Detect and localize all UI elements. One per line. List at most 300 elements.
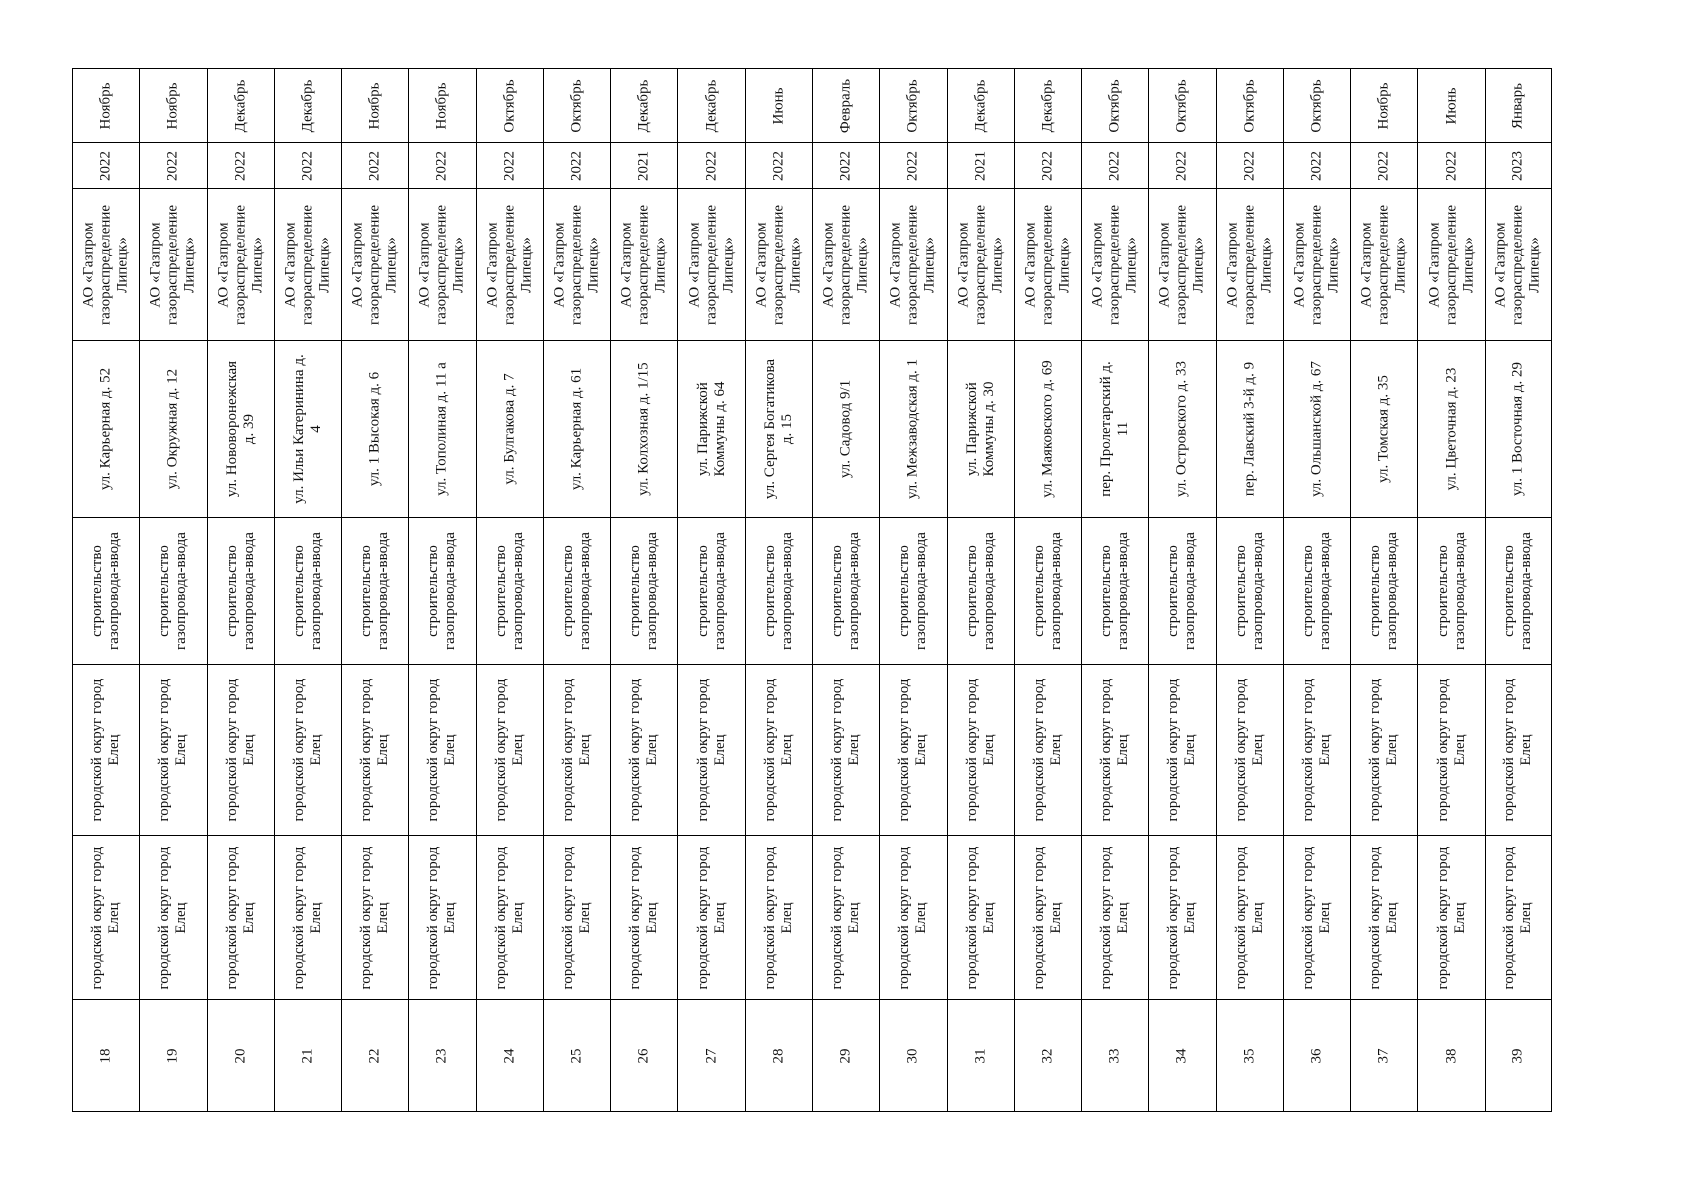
table-row [408,68,475,1112]
cell-month [1351,68,1417,142]
num-text: 26 [635,1048,652,1063]
cell-work [746,517,812,664]
month-text: Октябрь [904,78,921,133]
cell-municipality [140,835,206,999]
municipality-text: городской округ город Елец [492,846,526,989]
cell-org [1217,188,1283,340]
cell-month [1149,68,1215,142]
num-text: 27 [703,1048,720,1063]
cell-settlement [409,664,475,835]
address-text: ул. Колхозная д. 1/15 [635,362,652,496]
month-text: Декабрь [703,79,720,132]
cell-num [1149,999,1215,1112]
municipality-text: городской округ город Елец [694,846,728,989]
cell-year [544,142,610,188]
cell-work [544,517,610,664]
address-text: ул. Тополиная д. 11 а [433,362,450,496]
settlement-text: городской округ город Елец [761,678,795,822]
org-text: АО «Газпром газораспределение Липецк» [80,204,131,325]
cell-month [342,68,408,142]
table-row [139,68,206,1112]
settlement-text: городской округ город Елец [1501,678,1535,822]
address-text: ул. 1 Восточная д. 29 [1509,361,1526,497]
settlement-text: городской округ город Елец [492,678,526,822]
cell-org [140,188,206,340]
cell-num [611,999,677,1112]
cell-month [1486,68,1551,142]
cell-work [477,517,543,664]
settlement-text: городской округ город Елец [963,678,997,822]
cell-num [813,999,879,1112]
table-row [341,68,408,1112]
year-text: 2022 [501,150,518,181]
cell-num [140,999,206,1112]
settlement-text: городской округ город Елец [829,678,863,822]
num-text: 38 [1443,1048,1460,1063]
address-text: ул. Межзаводская д. 1 [904,358,921,500]
cell-year [1351,142,1417,188]
table-row [677,68,744,1112]
month-text: Декабрь [972,79,989,132]
org-text: АО «Газпром газораспределение Липецк» [215,204,266,325]
cell-settlement [1015,664,1081,835]
municipality-text: городской округ город Елец [1501,846,1535,989]
cell-month [1418,68,1484,142]
cell-month [73,68,139,142]
cell-settlement [140,664,206,835]
cell-work [1015,517,1081,664]
cell-org [275,188,341,340]
num-text: 23 [433,1048,450,1063]
table-row [947,68,1014,1112]
municipality-text: городской округ город Елец [829,846,863,989]
cell-municipality [409,835,475,999]
cell-num [1418,999,1484,1112]
org-text: АО «Газпром газораспределение Липецк» [1426,204,1477,325]
year-text: 2022 [837,150,854,181]
cell-municipality [1284,835,1350,999]
cell-settlement [1351,664,1417,835]
month-text: Октябрь [501,78,518,133]
cell-num [678,999,744,1112]
cell-work [880,517,946,664]
cell-settlement [1149,664,1215,835]
cell-year [1418,142,1484,188]
table-row [207,68,274,1112]
cell-year [1486,142,1551,188]
org-text: АО «Газпром газораспределение Липецк» [887,204,938,325]
work-text: строительство газопровода-ввода [896,532,930,650]
cell-address [746,340,812,517]
table-row [1081,68,1148,1112]
cell-work [1284,517,1350,664]
settlement-text: городской округ город Елец [156,678,190,822]
table-row [476,68,543,1112]
cell-org [544,188,610,340]
cell-work [1082,517,1148,664]
cell-address [1351,340,1417,517]
settlement-text: городской округ город Елец [560,678,594,822]
cell-month [880,68,946,142]
settlement-text: городской округ город Елец [290,678,324,822]
cell-address [409,340,475,517]
work-text: строительство газопровода-ввода [829,532,863,650]
month-text: Октябрь [568,78,585,133]
cell-num [1284,999,1350,1112]
rotated-table [72,68,1552,1112]
year-text: 2022 [1443,150,1460,181]
municipality-text: городской округ город Елец [1367,846,1401,989]
cell-org [1351,188,1417,340]
cell-year [275,142,341,188]
cell-num [1217,999,1283,1112]
work-text: строительство газопровода-ввода [1501,532,1535,650]
address-text: ул. Ильи Катеринина д. 4 [290,354,324,504]
month-text: Декабрь [232,79,249,132]
org-text: АО «Газпром газораспределение Липецк» [1291,204,1342,325]
num-text: 32 [1039,1048,1056,1063]
cell-org [477,188,543,340]
org-text: АО «Газпром газораспределение Липецк» [955,204,1006,325]
cell-municipality [1082,835,1148,999]
table-row [1485,68,1552,1112]
num-text: 31 [972,1048,989,1063]
cell-municipality [1015,835,1081,999]
num-text: 21 [299,1048,316,1063]
month-text: Декабрь [299,79,316,132]
cell-settlement [73,664,139,835]
address-text: ул. Сергея Богатикова д. 15 [761,358,795,500]
cell-settlement [544,664,610,835]
num-text: 35 [1241,1048,1258,1063]
cell-num [1351,999,1417,1112]
municipality-text: городской округ город Елец [560,846,594,989]
address-text: ул. Булгакова д. 7 [501,373,518,485]
cell-org [678,188,744,340]
cell-num [342,999,408,1112]
address-text: ул. Парижской Коммуны д. 30 [963,381,997,477]
num-text: 29 [837,1048,854,1063]
org-text: АО «Газпром газораспределение Липецк» [820,204,871,325]
cell-address [477,340,543,517]
cell-address [1284,340,1350,517]
settlement-text: городской округ город Елец [223,678,257,822]
address-text: ул. Окружная д. 12 [164,368,181,490]
settlement-text: городской округ город Елец [1232,678,1266,822]
month-text: Январь [1509,82,1526,129]
num-text: 25 [568,1048,585,1063]
cell-settlement [208,664,274,835]
org-text: АО «Газпром газораспределение Липецк» [1492,204,1543,325]
cell-org [813,188,879,340]
org-text: АО «Газпром газораспределение Липецк» [618,204,669,325]
cell-year [140,142,206,188]
cell-address [1217,340,1283,517]
address-text: ул. 1 Высокая д. 6 [366,371,383,487]
num-text: 39 [1509,1048,1526,1063]
num-text: 18 [97,1048,114,1063]
work-text: строительство газопровода-ввода [156,532,190,650]
cell-year [1284,142,1350,188]
cell-settlement [275,664,341,835]
table-row [543,68,610,1112]
cell-settlement [948,664,1014,835]
cell-year [1015,142,1081,188]
settlement-text: городской округ город Елец [1165,678,1199,822]
address-text: ул. Томская д. 35 [1375,375,1392,483]
num-text: 22 [366,1048,383,1063]
org-text: АО «Газпром газораспределение Липецк» [753,204,804,325]
cell-org [880,188,946,340]
cell-num [1082,999,1148,1112]
num-text: 33 [1106,1048,1123,1063]
cell-month [1284,68,1350,142]
num-text: 37 [1375,1048,1392,1063]
cell-municipality [813,835,879,999]
cell-work [73,517,139,664]
year-text: 2022 [703,150,720,181]
municipality-text: городской округ город Елец [89,846,123,989]
cell-org [948,188,1014,340]
cell-address [948,340,1014,517]
org-text: АО «Газпром газораспределение Липецк» [484,204,535,325]
cell-work [208,517,274,664]
year-text: 2022 [232,150,249,181]
year-text: 2022 [299,150,316,181]
address-text: пер. Пролетарский д. 11 [1098,361,1132,497]
cell-address [1082,340,1148,517]
cell-address [1149,340,1215,517]
cell-settlement [813,664,879,835]
cell-settlement [342,664,408,835]
cell-address [140,340,206,517]
cell-num [275,999,341,1112]
cell-year [746,142,812,188]
work-text: строительство газопровода-ввода [358,532,392,650]
cell-org [746,188,812,340]
table-row [1350,68,1417,1112]
cell-num [948,999,1014,1112]
work-text: строительство газопровода-ввода [1434,532,1468,650]
settlement-text: городской округ город Елец [627,678,661,822]
cell-year [409,142,475,188]
cell-address [678,340,744,517]
cell-org [208,188,274,340]
cell-month [208,68,274,142]
municipality-text: городской округ город Елец [223,846,257,989]
cell-work [1418,517,1484,664]
cell-month [544,68,610,142]
work-text: строительство газопровода-ввода [425,532,459,650]
table-row [745,68,812,1112]
cell-org [1418,188,1484,340]
municipality-text: городской округ город Елец [425,846,459,989]
num-text: 34 [1173,1048,1190,1063]
month-text: Декабрь [1039,79,1056,132]
org-text: АО «Газпром газораспределение Липецк» [147,204,198,325]
cell-org [611,188,677,340]
cell-municipality [880,835,946,999]
cell-municipality [208,835,274,999]
cell-settlement [611,664,677,835]
settlement-text: городской округ город Елец [896,678,930,822]
org-text: АО «Газпром газораспределение Липецк» [1224,204,1275,325]
cell-month [948,68,1014,142]
cell-num [73,999,139,1112]
cell-municipality [1486,835,1551,999]
work-text: строительство газопровода-ввода [1165,532,1199,650]
cell-municipality [544,835,610,999]
year-text: 2022 [164,150,181,181]
cell-address [73,340,139,517]
cell-month [1015,68,1081,142]
year-text: 2022 [1173,150,1190,181]
month-text: Июнь [770,87,787,124]
num-text: 30 [904,1048,921,1063]
cell-year [880,142,946,188]
work-text: строительство газопровода-ввода [89,532,123,650]
table-row [812,68,879,1112]
cell-work [1486,517,1551,664]
org-text: АО «Газпром газораспределение Липецк» [282,204,333,325]
settlement-text: городской округ город Елец [1030,678,1064,822]
num-text: 36 [1308,1048,1325,1063]
org-text: АО «Газпром газораспределение Липецк» [1358,204,1409,325]
settlement-text: городской округ город Елец [1367,678,1401,822]
cell-work [140,517,206,664]
work-text: строительство газопровода-ввода [1300,532,1334,650]
municipality-text: городской округ город Елец [156,846,190,989]
address-text: пер. Лавский 3-й д. 9 [1241,361,1258,497]
cell-settlement [880,664,946,835]
municipality-text: городской округ город Елец [896,846,930,989]
work-text: строительство газопровода-ввода [223,532,257,650]
work-text: строительство газопровода-ввода [627,532,661,650]
cell-address [342,340,408,517]
address-text: ул. Нововоронежская д. 39 [223,360,257,498]
num-text: 20 [232,1048,249,1063]
cell-municipality [73,835,139,999]
year-text: 2022 [433,150,450,181]
org-text: АО «Газпром газораспределение Липецк» [1089,204,1140,325]
municipality-text: городской округ город Елец [1098,846,1132,989]
settlement-text: городской округ город Елец [1098,678,1132,822]
table-row [274,68,341,1112]
cell-work [342,517,408,664]
work-text: строительство газопровода-ввода [963,532,997,650]
cell-org [1486,188,1551,340]
table-row [1216,68,1283,1112]
year-text: 2022 [1241,150,1258,181]
municipality-text: городской округ город Елец [290,846,324,989]
work-text: строительство газопровода-ввода [1098,532,1132,650]
org-text: АО «Газпром газораспределение Липецк» [551,204,602,325]
settlement-text: городской округ город Елец [1434,678,1468,822]
work-text: строительство газопровода-ввода [1367,532,1401,650]
work-text: строительство газопровода-ввода [290,532,324,650]
cell-address [1486,340,1551,517]
cell-address [611,340,677,517]
month-text: Октябрь [1308,78,1325,133]
month-text: Февраль [837,78,854,133]
cell-org [1015,188,1081,340]
month-text: Ноябрь [1375,82,1392,129]
cell-work [678,517,744,664]
cell-municipality [1149,835,1215,999]
year-text: 2022 [770,150,787,181]
cell-year [73,142,139,188]
cell-org [73,188,139,340]
num-text: 28 [770,1048,787,1063]
work-text: строительство газопровода-ввода [1030,532,1064,650]
cell-settlement [1082,664,1148,835]
cell-num [477,999,543,1112]
year-text: 2023 [1509,150,1526,181]
cell-year [948,142,1014,188]
cell-org [1149,188,1215,340]
year-text: 2022 [97,150,114,181]
month-text: Октябрь [1241,78,1258,133]
cell-work [275,517,341,664]
cell-municipality [1351,835,1417,999]
num-text: 24 [501,1048,518,1063]
municipality-text: городской округ город Елец [358,846,392,989]
work-text: строительство газопровода-ввода [492,532,526,650]
cell-org [1082,188,1148,340]
address-text: ул. Цветочная д. 23 [1443,367,1460,491]
settlement-text: городской округ город Елец [425,678,459,822]
cell-year [678,142,744,188]
cell-year [611,142,677,188]
cell-address [208,340,274,517]
cell-work [611,517,677,664]
cell-address [813,340,879,517]
municipality-text: городской округ город Елец [1165,846,1199,989]
municipality-text: городской округ город Елец [1434,846,1468,989]
month-text: Октябрь [1106,78,1123,133]
cell-org [1284,188,1350,340]
cell-municipality [678,835,744,999]
municipality-text: городской округ город Елец [1232,846,1266,989]
table-row [1014,68,1081,1112]
cell-work [948,517,1014,664]
cell-address [275,340,341,517]
month-text: Ноябрь [164,82,181,129]
org-text: АО «Газпром газораспределение Липецк» [349,204,400,325]
cell-month [678,68,744,142]
cell-settlement [678,664,744,835]
cell-month [746,68,812,142]
municipality-text: городской округ город Елец [963,846,997,989]
cell-month [1217,68,1283,142]
cell-municipality [611,835,677,999]
cell-address [1015,340,1081,517]
cell-num [880,999,946,1112]
address-text: ул. Карьерная д. 61 [568,367,585,491]
org-text: АО «Газпром газораспределение Липецк» [686,204,737,325]
cell-month [611,68,677,142]
cell-year [342,142,408,188]
cell-work [1149,517,1215,664]
municipality-text: городской округ город Елец [1300,846,1334,989]
year-text: 2022 [1106,150,1123,181]
cell-address [1418,340,1484,517]
table-row [1417,68,1484,1112]
cell-municipality [342,835,408,999]
address-text: ул. Садовод 9/1 [837,379,854,479]
cell-address [544,340,610,517]
settlement-text: городской округ город Елец [89,678,123,822]
